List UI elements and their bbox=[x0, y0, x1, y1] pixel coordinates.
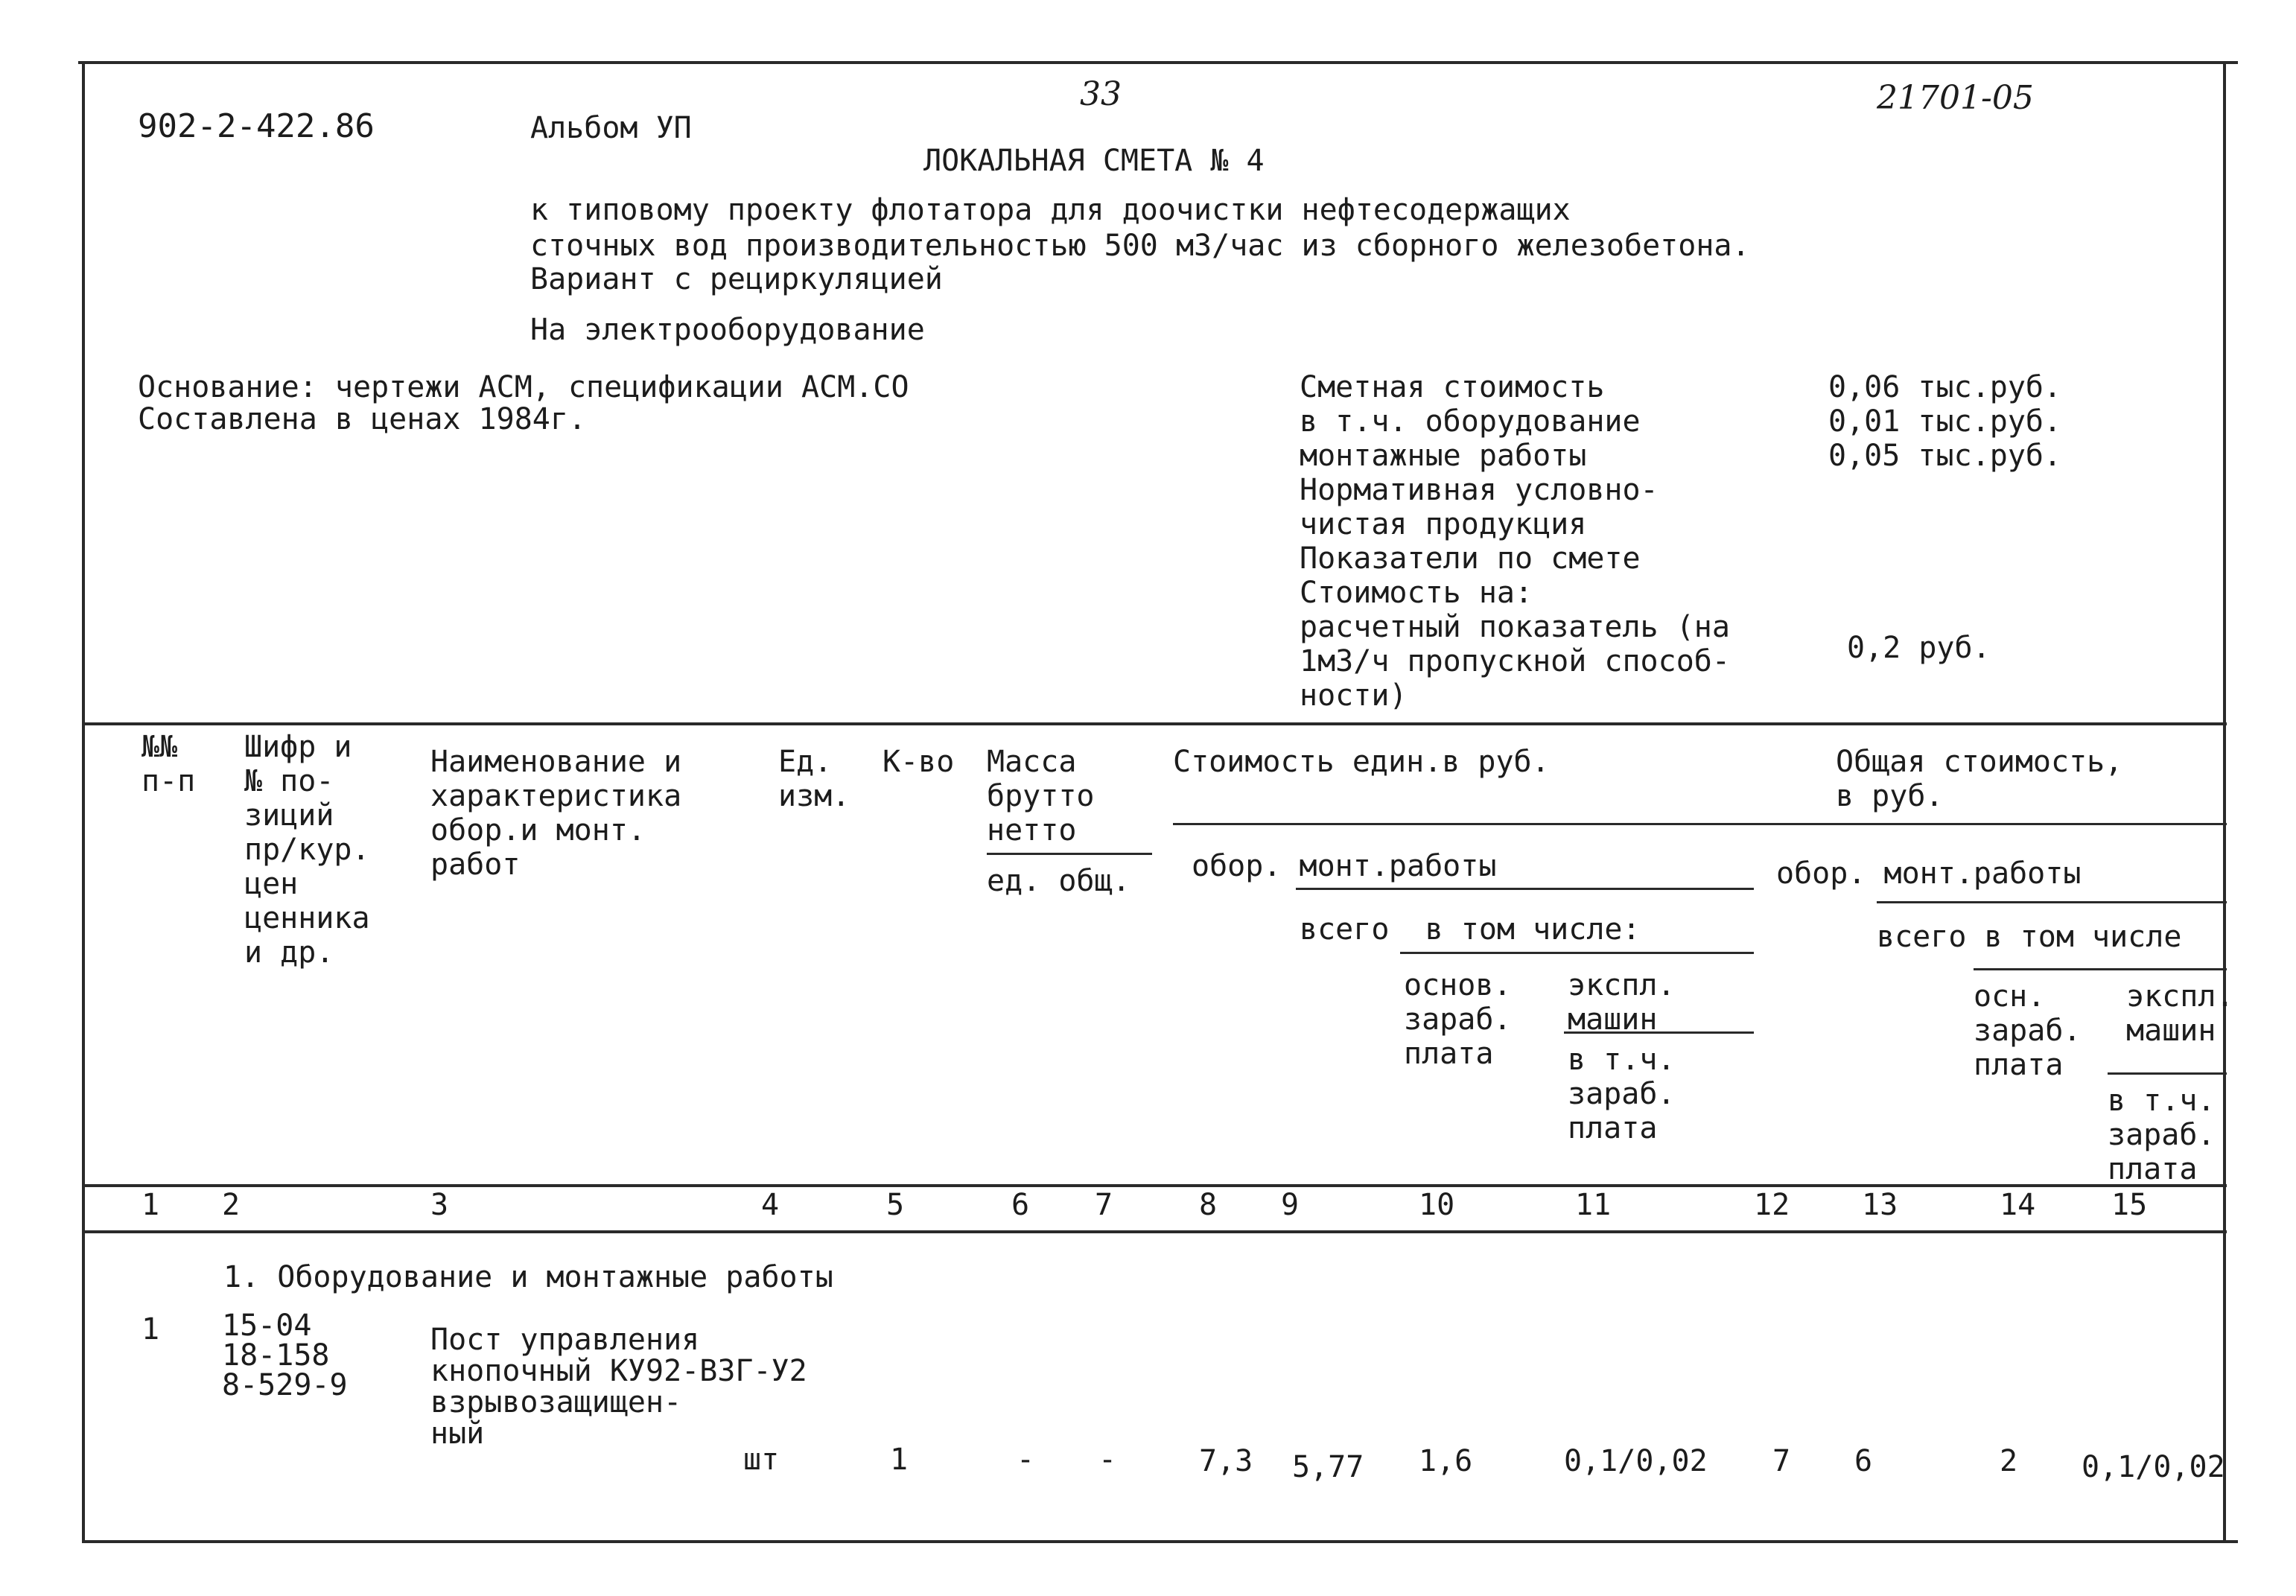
colnum-9: 9 bbox=[1281, 1188, 1300, 1222]
unit-mount-rule bbox=[1296, 888, 1754, 890]
col-header-unit-expl-wage: в т.ч. зараб. плата bbox=[1568, 1043, 1676, 1145]
col-header-netto: нетто bbox=[987, 813, 1077, 848]
row-total-machines: 0,1/0,02 bbox=[2082, 1450, 2225, 1484]
row-unit-machines: 0,1/0,02 bbox=[1564, 1444, 1708, 1478]
cost-per-label: Стоимость на: bbox=[1300, 576, 1533, 610]
unit-incl-rule bbox=[1400, 952, 1754, 954]
mass-rule bbox=[987, 853, 1152, 855]
norm-label-2: чистая продукция bbox=[1300, 507, 1587, 541]
calc-value: 0,2 руб. bbox=[1847, 631, 1991, 665]
archive-number: 21701-05 bbox=[1877, 79, 2034, 117]
border-top bbox=[78, 61, 2238, 64]
colnum-top-rule bbox=[82, 1184, 2227, 1187]
border-bottom bbox=[82, 1540, 2238, 1543]
col-header-unit-all: всего в том числе: bbox=[1300, 912, 1641, 947]
calc-label-1: расчетный показатель (на bbox=[1300, 610, 1730, 644]
colnum-10: 10 bbox=[1419, 1188, 1455, 1222]
row-mass-total: - bbox=[1098, 1443, 1117, 1477]
indicators-label: Показатели по смете bbox=[1300, 541, 1641, 576]
colnum-14: 14 bbox=[2000, 1188, 2036, 1222]
colnum-11: 11 bbox=[1575, 1188, 1612, 1222]
col-header-total-base: осн. зараб. плата bbox=[1974, 979, 2082, 1082]
col-header-total-sub: обор. монт.работы bbox=[1776, 856, 2082, 891]
row-total-base-wage: 2 bbox=[2000, 1444, 2018, 1478]
colnum-1: 1 bbox=[141, 1188, 160, 1222]
col-header-unit-sub: обор. монт.работы bbox=[1192, 849, 1497, 883]
col-header-number: №№ п-п bbox=[141, 730, 196, 798]
calc-label-3: ности) bbox=[1300, 678, 1408, 713]
cost-label: Сметная стоимость bbox=[1300, 370, 1605, 404]
page-number: 33 bbox=[1080, 75, 1122, 113]
basis-line-2: Составлена в ценах 1984г. bbox=[138, 402, 587, 436]
section-title: 1. Оборудование и монтажные работы bbox=[223, 1260, 833, 1294]
table-top-rule bbox=[82, 722, 2227, 725]
equip-value: 0,01 тыс.руб. bbox=[1828, 404, 2062, 439]
basis-line-1: Основание: чертежи АСМ, спецификации АСМ.СО bbox=[138, 370, 909, 404]
cost-value: 0,06 тыс.руб. bbox=[1828, 370, 2062, 404]
colnum-12: 12 bbox=[1754, 1188, 1790, 1222]
col-header-total-all: всего в том числе bbox=[1877, 920, 2182, 954]
row-qty: 1 bbox=[890, 1443, 909, 1477]
col-header-total-expl: экспл. машин bbox=[2126, 979, 2234, 1048]
col-header-unit-base: основ. зараб. плата bbox=[1404, 968, 1512, 1071]
col-header-name: Наименование и характеристика обор.и монт. работ bbox=[430, 745, 682, 882]
border-right bbox=[2223, 61, 2226, 1543]
col-header-mass-sub: ед. общ. bbox=[987, 864, 1130, 898]
colnum-bottom-rule bbox=[82, 1230, 2227, 1233]
col-header-mass: Масса брутто bbox=[987, 745, 1095, 813]
estimate-subject: На электрооборудование bbox=[530, 313, 925, 347]
colnum-15: 15 bbox=[2111, 1188, 2148, 1222]
mount-value: 0,05 тыс.руб. bbox=[1828, 439, 2062, 473]
equip-label: в т.ч. оборудование bbox=[1300, 404, 1641, 439]
row-codes: 15-04 18-158 8-529-9 bbox=[222, 1309, 348, 1402]
colnum-5: 5 bbox=[886, 1188, 905, 1222]
row-name: Пост управления кнопочный КУ92-ВЗГ-У2 взрывозащищен- ный bbox=[430, 1323, 807, 1451]
total-mount-rule bbox=[1877, 901, 2227, 903]
row-unit-base-wage: 1,6 bbox=[1419, 1444, 1473, 1478]
colnum-7: 7 bbox=[1095, 1188, 1113, 1222]
col-header-unit: Ед. изм. bbox=[778, 745, 850, 813]
col-header-unit-expl: экспл. машин bbox=[1568, 968, 1676, 1037]
album-label: Альбом УП bbox=[530, 111, 692, 145]
colnum-4: 4 bbox=[761, 1188, 780, 1222]
row-mass-unit: - bbox=[1017, 1443, 1035, 1477]
colnum-2: 2 bbox=[222, 1188, 241, 1222]
col-header-total-cost: Общая стоимость, в руб. bbox=[1836, 745, 2123, 813]
row-unit: шт bbox=[743, 1443, 780, 1477]
unit-cost-rule bbox=[1173, 823, 2227, 825]
calc-label-2: 1м3/ч пропускной способ- bbox=[1300, 644, 1730, 678]
border-left bbox=[82, 61, 85, 1543]
row-total-equip: 7 bbox=[1772, 1444, 1791, 1478]
total-expl-rule bbox=[2108, 1072, 2227, 1075]
row-number: 1 bbox=[141, 1312, 160, 1347]
mount-label: монтажные работы bbox=[1300, 439, 1587, 473]
title-line-3: Вариант с рециркуляцией bbox=[530, 262, 943, 296]
col-header-unit-cost: Стоимость един.в руб. bbox=[1173, 745, 1550, 779]
colnum-8: 8 bbox=[1199, 1188, 1218, 1222]
title-line-1: к типовому проекту флотатора для доочистки нефтесодержащих bbox=[530, 193, 1571, 227]
row-total-mount: 6 bbox=[1854, 1444, 1873, 1478]
col-header-qty: К-во bbox=[883, 745, 955, 779]
title-line-2: сточных вод производительностью 500 м3/час из сборного железобетона. bbox=[530, 229, 1750, 263]
colnum-6: 6 bbox=[1011, 1188, 1030, 1222]
norm-label-1: Нормативная условно- bbox=[1300, 473, 1659, 507]
row-unit-mount-total: 5,77 bbox=[1292, 1450, 1364, 1484]
row-unit-equip: 7,3 bbox=[1199, 1444, 1253, 1478]
estimate-heading: ЛОКАЛЬНАЯ СМЕТА № 4 bbox=[923, 144, 1265, 178]
col-header-code: Шифр и № по- зиций пр/кур. цен ценника и др. bbox=[244, 730, 370, 970]
doc-code: 902-2-422.86 bbox=[138, 107, 375, 145]
col-header-total-expl-wage: в т.ч. зараб. плата bbox=[2108, 1084, 2216, 1186]
total-incl-rule bbox=[1974, 968, 2227, 970]
colnum-3: 3 bbox=[430, 1188, 449, 1222]
colnum-13: 13 bbox=[1862, 1188, 1898, 1222]
